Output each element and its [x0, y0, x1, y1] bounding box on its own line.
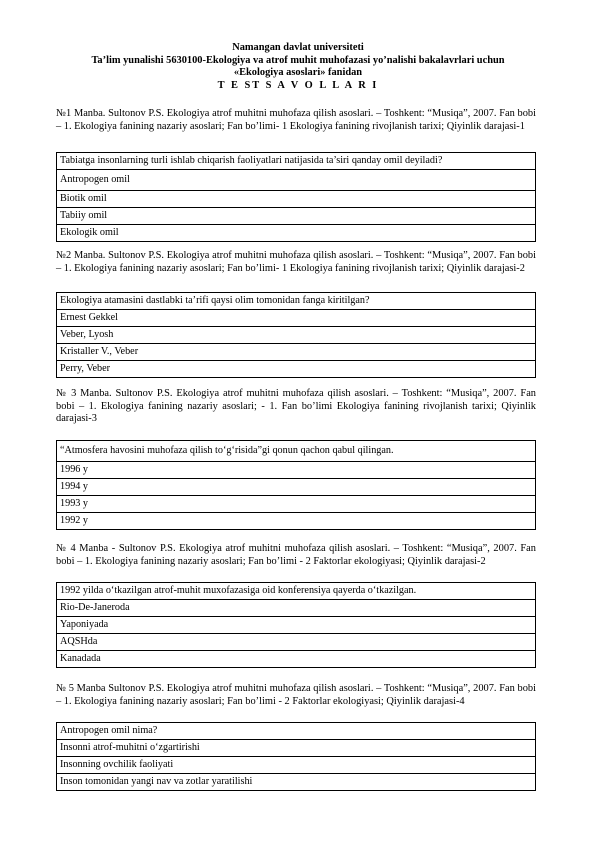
- question-5-text: Antropogen omil nima?: [57, 723, 536, 740]
- question-3-option-2: 1994 y: [57, 479, 536, 496]
- question-1-option-3: Tabiiy omil: [57, 208, 536, 225]
- question-4-option-4: Kanadada: [57, 651, 536, 668]
- question-4-option-2: Yaponiyada: [57, 617, 536, 634]
- question-3-source: № 3 Manba. Sultonov P.S. Ekologiya atrof muhitni muhofaza qilish asoslari. – Toshkent: “Musiqa”, 2007. Fan bobi – 1. Ekologiya fanining nazariy asoslari; - 1. Fan bo’limi Ekologiya fanining rivojlanish tarixi; Qiyinlik darajasi-3: [56, 388, 536, 425]
- question-5-option-1: Insonni atrof-muhitni o‘zgartirishi: [57, 740, 536, 757]
- question-2-option-4: Perry, Veber: [57, 361, 536, 378]
- question-5-option-2: Insonning ovchilik faoliyati: [57, 757, 536, 774]
- document-header: [40, 42, 556, 92]
- question-4-option-3: AQSHda: [57, 634, 536, 651]
- question-4-text: 1992 yilda o‘tkazilgan atrof-muhit muxofazasiga oid konferensiya qayerda o‘tkazilgan.: [57, 583, 536, 600]
- question-1-option-4: Ekologik omil: [57, 225, 536, 242]
- question-2-table: [56, 292, 536, 378]
- question-1-table: [56, 152, 536, 242]
- question-2-text: Ekologiya atamasini dastlabki ta’rifi qaysi olim tomonidan fanga kiritilgan?: [57, 293, 536, 310]
- question-1-option-1: Antropogen omil: [57, 170, 536, 191]
- question-3-option-3: 1993 y: [57, 496, 536, 513]
- question-5-table: [56, 722, 536, 791]
- question-3-option-1: 1996 y: [57, 462, 536, 479]
- question-3-text: “Atmosfera havosini muhofaza qilish to‘g‘risida”gi qonun qachon qabul qilingan.: [57, 441, 536, 462]
- question-5-source: № 5 Manba Sultonov P.S. Ekologiya atrof muhitni muhofaza qilish asoslari. – Toshkent: “Musiqa”, 2007. Fan bobi – 1. Ekologiya fanining nazariy asoslari; Fan bo’limi - 2 Faktorlar ekologiyasi; Qiyinlik darajasi-4: [56, 683, 536, 707]
- test-title: T E ST S A V O L L A R I: [217, 79, 379, 91]
- university-name: Namangan davlat universiteti: [232, 42, 364, 53]
- question-2-option-3: Kristaller V., Veber: [57, 344, 536, 361]
- question-1-source: №1 Manba. Sultonov P.S. Ekologiya atrof muhitni muhofaza qilish asoslari. – Toshkent: “Musiqa”, 2007. Fan bobi – 1. Ekologiya fanining nazariy asoslari; Fan bo’limi- 1 Ekologiya fanining rivojlanish tarixi; Qiyinlik darajasi-1: [56, 108, 536, 132]
- question-2-option-1: Ernest Gekkel: [57, 310, 536, 327]
- question-4-source: № 4 Manba - Sultonov P.S. Ekologiya atrof muhitni muhofaza qilish asoslari. – Toshkent: “Musiqa”, 2007. Fan bobi – 1. Ekologiya fanining nazariy asoslari; Fan bo’limi - 2 Faktorlar ekologiyasi; Qiyinlik darajasi-2: [56, 543, 536, 567]
- question-4-option-1: Rio-De-Janeroda: [57, 600, 536, 617]
- question-5-option-3: Inson tomonidan yangi nav va zotlar yaratilishi: [57, 774, 536, 791]
- question-3-option-4: 1992 y: [57, 513, 536, 530]
- question-2-option-2: Veber, Lyosh: [57, 327, 536, 344]
- question-3-table: [56, 440, 536, 530]
- program-line: Ta’lim yunalishi 5630100-Ekologiya va atrof muhit muhofazasi yo’nalishi bakalavrlari uchun: [91, 54, 505, 66]
- subject-line: «Ekologiya asoslari» fanidan: [233, 67, 363, 78]
- question-1-text: Tabiatga insonlarning turli ishlab chiqarish faoliyatlari natijasida ta’siri qanday omil deyiladi?: [57, 153, 536, 170]
- question-1-option-2: Biotik omil: [57, 191, 536, 208]
- question-2-source: №2 Manba. Sultonov P.S. Ekologiya atrof muhitni muhofaza qilish asoslari. – Toshkent: “Musiqa”, 2007. Fan bobi – 1. Ekologiya fanining nazariy asoslari; Fan bo’limi- 1 Ekologiya fanining rivojlanish tarixi; Qiyinlik darajasi-2: [56, 250, 536, 274]
- question-4-table: [56, 582, 536, 668]
